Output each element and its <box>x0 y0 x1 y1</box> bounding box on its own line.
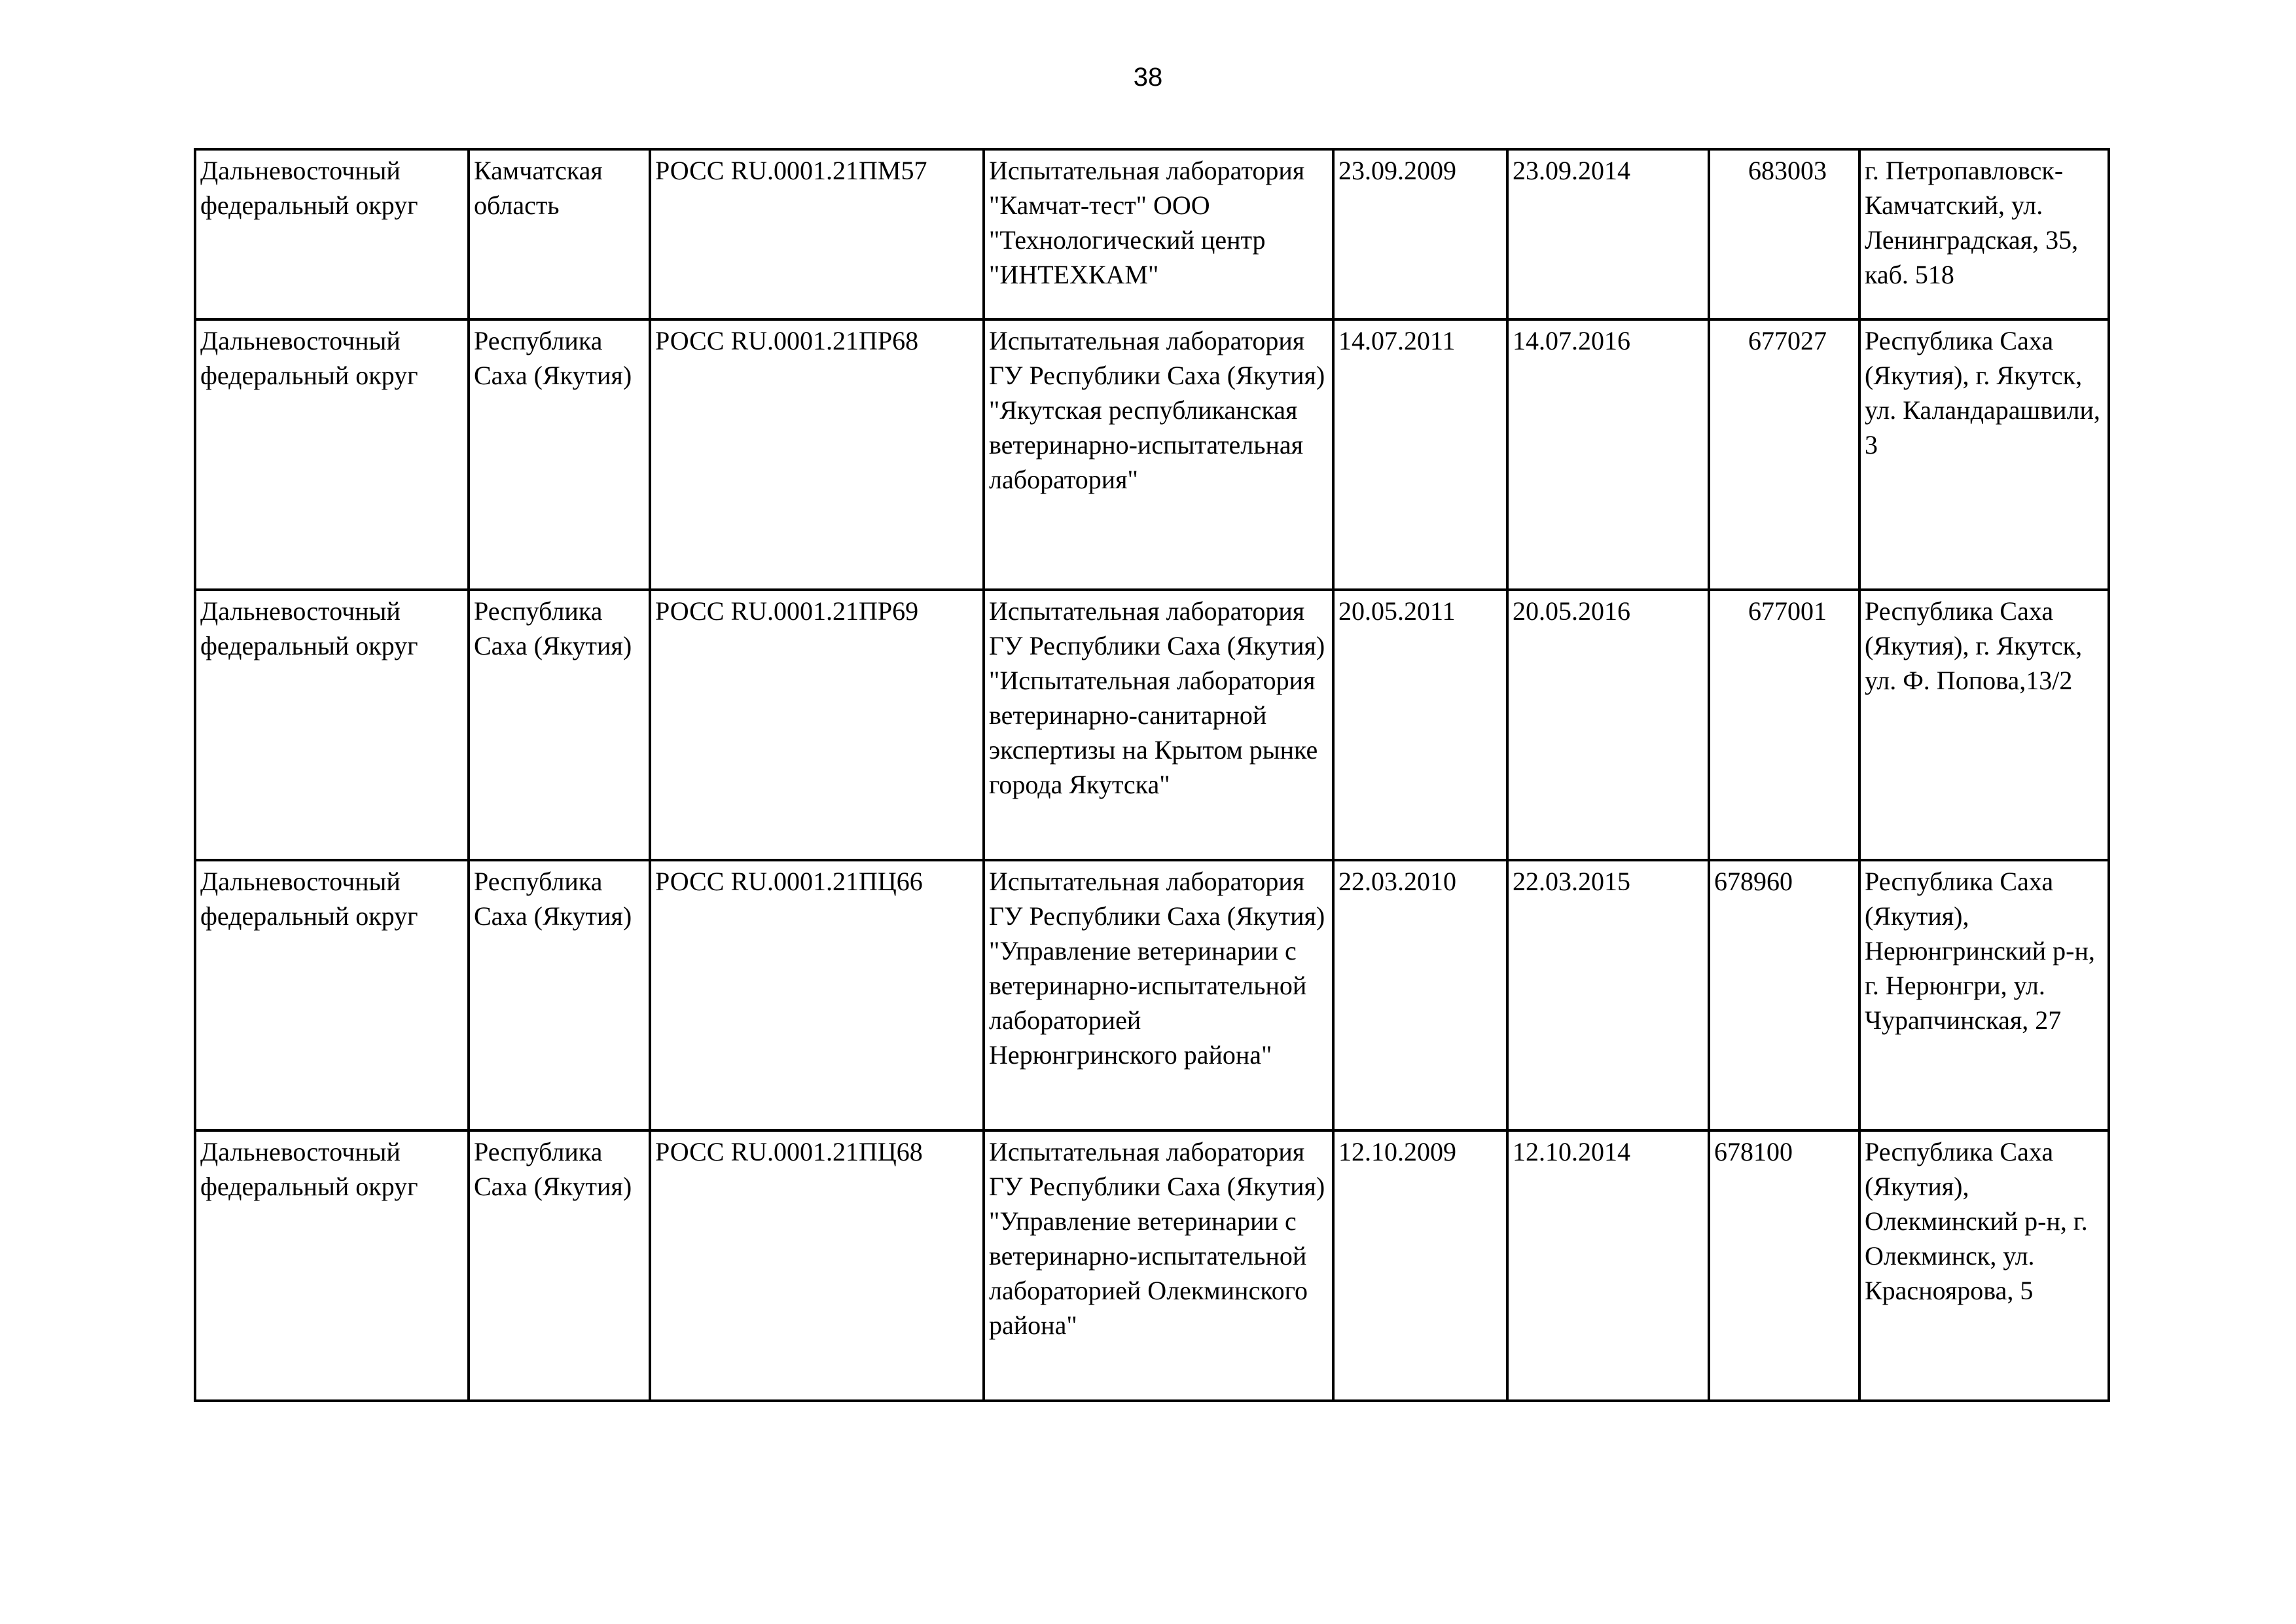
district-cell: Дальневосточный федеральный округ <box>195 149 469 319</box>
certificate-number-cell: РОСС RU.0001.21ПР69 <box>650 590 984 860</box>
issue-date-cell: 12.10.2009 <box>1333 1130 1507 1401</box>
address-cell: Республика Саха (Якутия), г. Якутск, ул. Каландарашвили, 3 <box>1859 319 2109 590</box>
expiry-date-cell: 12.10.2014 <box>1507 1130 1709 1401</box>
expiry-date-cell: 14.07.2016 <box>1507 319 1709 590</box>
table-row <box>195 149 2109 319</box>
postal-index-cell: 678100 <box>1709 1130 1859 1401</box>
district-cell: Дальневосточный федеральный округ <box>195 860 469 1130</box>
laboratory-name-cell: Испытательная лаборатория "Камчат-тест" ООО "Технологический центр "ИНТЕХКАМ" <box>984 149 1333 319</box>
district-cell: Дальневосточный федеральный округ <box>195 319 469 590</box>
issue-date-cell: 14.07.2011 <box>1333 319 1507 590</box>
expiry-date-cell: 22.03.2015 <box>1507 860 1709 1130</box>
postal-index-cell: 677027 <box>1709 319 1859 590</box>
issue-date-cell: 23.09.2009 <box>1333 149 1507 319</box>
district-cell: Дальневосточный федеральный округ <box>195 590 469 860</box>
region-cell: Республика Саха (Якутия) <box>469 590 650 860</box>
certificate-number-cell: РОСС RU.0001.21ПЦ68 <box>650 1130 984 1401</box>
address-cell: Республика Саха (Якутия), Олекминский р-н, г. Олекминск, ул. Красноярова, 5 <box>1859 1130 2109 1401</box>
district-cell: Дальневосточный федеральный округ <box>195 1130 469 1401</box>
postal-index-cell: 683003 <box>1709 149 1859 319</box>
postal-index-cell: 678960 <box>1709 860 1859 1130</box>
certificate-number-cell: РОСС RU.0001.21ПМ57 <box>650 149 984 319</box>
certificate-number-cell: РОСС RU.0001.21ПЦ66 <box>650 860 984 1130</box>
region-cell: Камчатская область <box>469 149 650 319</box>
table-row <box>195 590 2109 860</box>
address-cell: г. Петропавловск-Камчатский, ул. Ленинградская, 35, каб. 518 <box>1859 149 2109 319</box>
address-cell: Республика Саха (Якутия), г. Якутск, ул. Ф. Попова,13/2 <box>1859 590 2109 860</box>
table-row <box>195 860 2109 1130</box>
postal-index-cell: 677001 <box>1709 590 1859 860</box>
laboratory-name-cell: Испытательная лаборатория ГУ Республики Саха (Якутия) "Управление ветеринарии с ветеринарно-испытательной лабораторией Олекминского района" <box>984 1130 1333 1401</box>
region-cell: Республика Саха (Якутия) <box>469 860 650 1130</box>
laboratory-name-cell: Испытательная лаборатория ГУ Республики Саха (Якутия) "Якутская республиканская ветеринарно-испытательная лаборатория" <box>984 319 1333 590</box>
issue-date-cell: 20.05.2011 <box>1333 590 1507 860</box>
laboratory-registry-table <box>194 148 2110 1402</box>
table-row <box>195 319 2109 590</box>
region-cell: Республика Саха (Якутия) <box>469 319 650 590</box>
certificate-number-cell: РОСС RU.0001.21ПР68 <box>650 319 984 590</box>
issue-date-cell: 22.03.2010 <box>1333 860 1507 1130</box>
page-number: 38 <box>1133 63 1163 92</box>
laboratory-name-cell: Испытательная лаборатория ГУ Республики Саха (Якутия) "Управление ветеринарии с ветеринарно-испытательной лабораторией Нерюнгринского района" <box>984 860 1333 1130</box>
expiry-date-cell: 23.09.2014 <box>1507 149 1709 319</box>
address-cell: Республика Саха (Якутия), Нерюнгринский р-н, г. Нерюнгри, ул. Чурапчинская, 27 <box>1859 860 2109 1130</box>
laboratory-name-cell: Испытательная лаборатория ГУ Республики Саха (Якутия) "Испытательная лаборатория ветеринарно-санитарной экспертизы на Крытом рынке города Якутска" <box>984 590 1333 860</box>
table-row <box>195 1130 2109 1401</box>
region-cell: Республика Саха (Якутия) <box>469 1130 650 1401</box>
expiry-date-cell: 20.05.2016 <box>1507 590 1709 860</box>
